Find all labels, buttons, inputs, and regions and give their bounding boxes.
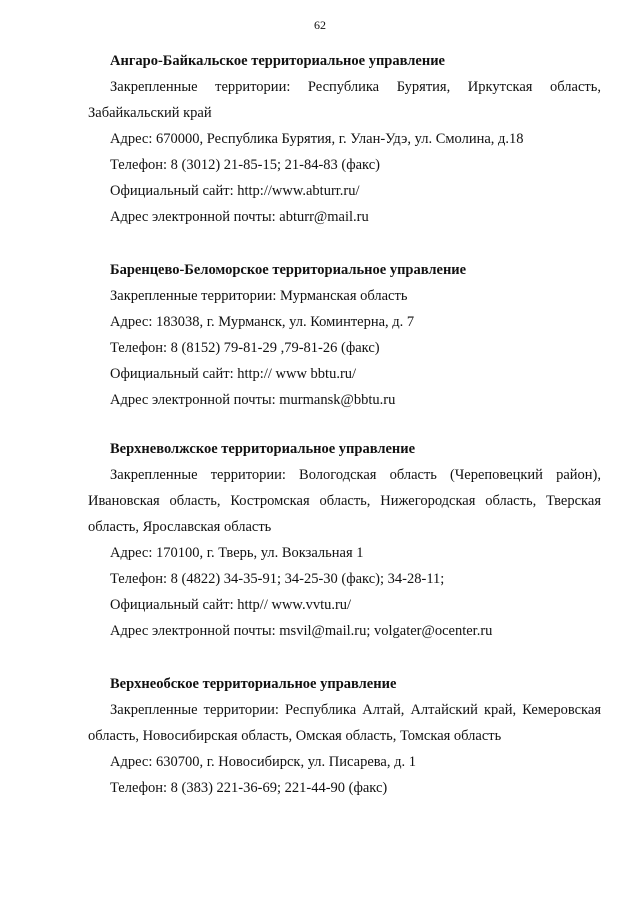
email-line: Адрес электронной почты: msvil@mail.ru; volgater@ocenter.ru [110,623,493,639]
address-line: Адрес: 170100, г. Тверь, ул. Вокзальная 1 [110,545,364,561]
section-title: Баренцево-Беломорское территориальное управление [110,262,467,278]
section-title: Ангаро-Байкальское территориальное управление [110,53,445,69]
section-title: Верхневолжское территориальное управление [110,441,416,457]
phone-line: Телефон: 8 (4822) 34-35-91; 34-25-30 (факс); 34-28-11; [110,571,445,587]
phone-line: Телефон: 8 (8152) 79-81-29 ,79-81-26 (факс) [110,340,380,356]
phone-line: Телефон: 8 (3012) 21-85-15; 21-84-83 (факс) [110,157,381,173]
email-line: Адрес электронной почты: murmansk@bbtu.ru [110,392,396,408]
territories-line: Закрепленные территории: Мурманская область [110,288,408,304]
section-verkhneobskoe [88,671,601,801]
territories-paragraph: Закрепленные территории: Вологодская область (Череповецкий район), Ивановская область, Костромская область, Нижегородская область, Тверская область, Ярославская область [88,467,601,535]
email-line: Адрес электронной почты: abturr@mail.ru [110,209,369,225]
website-line: Официальный сайт: http// www.vvtu.ru/ [110,597,352,613]
territories-paragraph: Закрепленные территории: Республика Алтай, Алтайский край, Кемеровская область, Новосибирская область, Омская область, Томская область [88,702,601,744]
page-number: 62 [314,18,326,32]
website-line: Официальный сайт: http://www.abturr.ru/ [110,183,360,199]
phone-line: Телефон: 8 (383) 221-36-69; 221-44-90 (факс) [110,780,388,796]
territories-paragraph: Закрепленные территории: Республика Бурятия, Иркутская область, Забайкальский край [88,79,601,121]
section-title: Верхнеобское территориальное управление [110,676,397,692]
section-barentsevo-belomorskoe [88,257,601,413]
website-line: Официальный сайт: http:// www bbtu.ru/ [110,366,357,382]
section-angaro-baikalskoe [88,48,601,230]
section-verkhnevolzhskoe [88,436,601,644]
address-line: Адрес: 670000, Республика Бурятия, г. Улан-Удэ, ул. Смолина, д.18 [110,131,524,147]
address-line: Адрес: 630700, г. Новосибирск, ул. Писарева, д. 1 [110,754,416,770]
address-line: Адрес: 183038, г. Мурманск, ул. Коминтерна, д. 7 [110,314,415,330]
